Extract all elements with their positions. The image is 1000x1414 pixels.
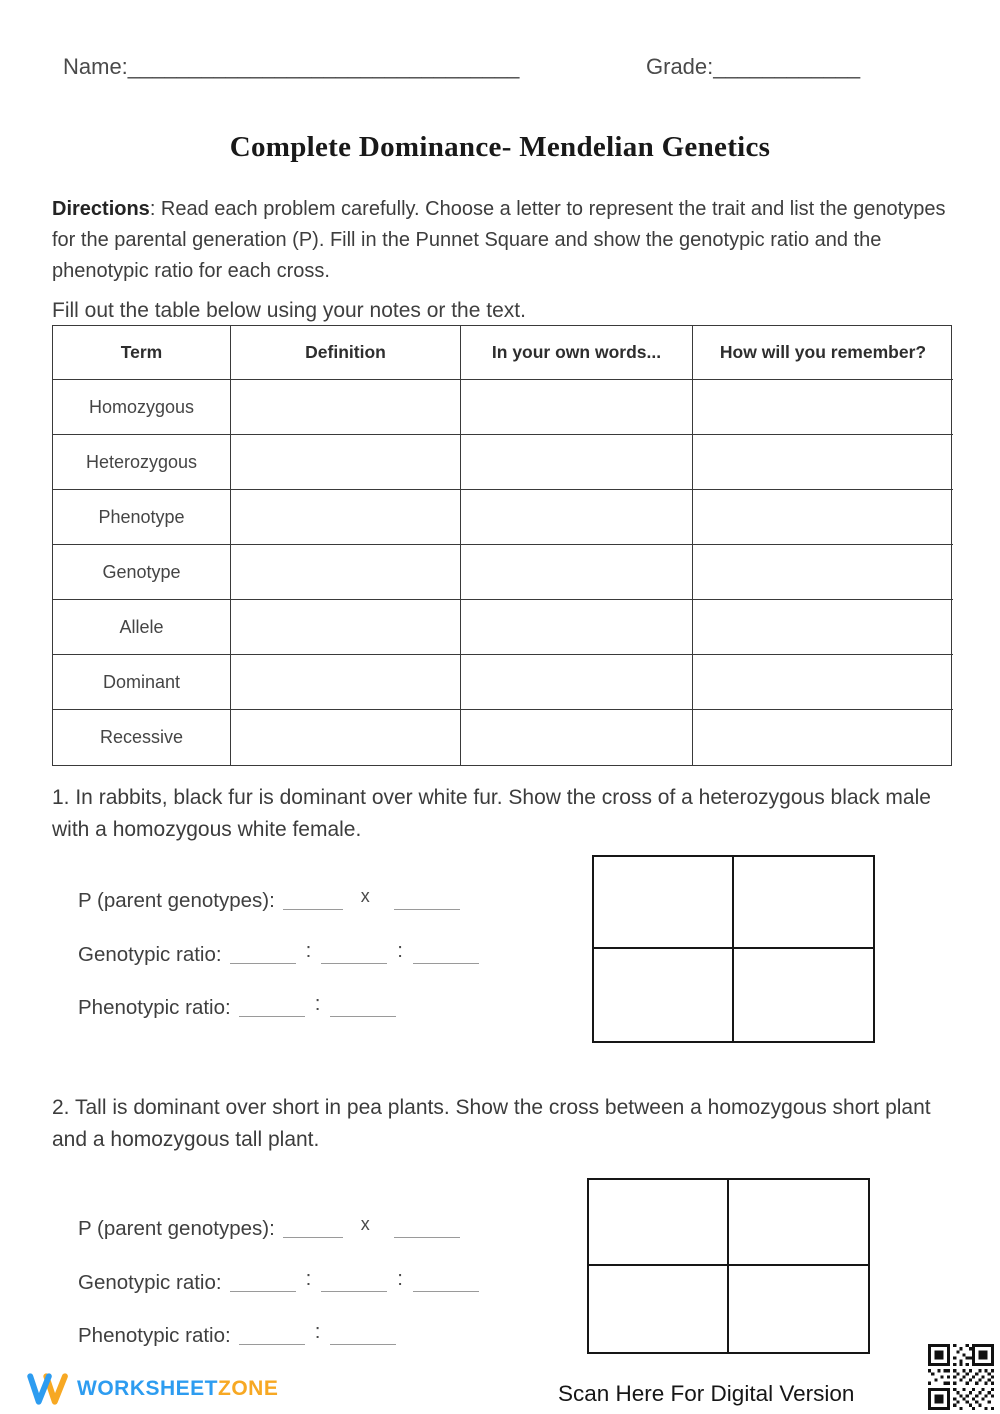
name-grade-row bbox=[63, 54, 937, 80]
parent-genotypes-label: P (parent genotypes): bbox=[78, 889, 275, 912]
table-empty-cell bbox=[693, 435, 953, 490]
problem-1-text: 1. In rabbits, black fur is dominant over white fur. Show the cross of a heterozygous black male with a homozygous white female. bbox=[52, 786, 931, 841]
punnett-cell bbox=[589, 1266, 729, 1352]
term-dominant: Dominant bbox=[53, 655, 231, 710]
brand-text bbox=[77, 1377, 278, 1401]
page-title: Complete Dominance- Mendelian Genetics bbox=[229, 131, 771, 163]
table-empty-cell bbox=[231, 655, 461, 710]
table-empty-cell bbox=[231, 600, 461, 655]
scan-here-text: Scan Here For Digital Version bbox=[558, 1381, 855, 1406]
genotypic-blank-3 bbox=[413, 1274, 479, 1292]
table-empty-cell bbox=[461, 710, 693, 765]
parent-blank-2 bbox=[394, 1220, 460, 1238]
punnett-cell bbox=[734, 949, 874, 1041]
problem-1-phenotypic-ratio-line bbox=[78, 992, 404, 1020]
directions-paragraph bbox=[52, 194, 957, 287]
problem-2-text: 2. Tall is dominant over short in pea plants. Show the cross between a homozygous short plant and a homozygous tall plant. bbox=[52, 1096, 931, 1151]
punnett-square-2 bbox=[587, 1178, 870, 1354]
phenotypic-blank-1 bbox=[239, 1327, 305, 1345]
problem-1-genotypic-ratio-line bbox=[78, 939, 487, 967]
punnett-cell bbox=[729, 1266, 869, 1352]
worksheet-zone-logo-icon bbox=[26, 1372, 70, 1406]
directions-text: : Read each problem carefully. Choose a letter to represent the trait and list the genotypes for the parental generation (P). Fill in the Punnet Square and show the genotypic ratio and the phenotypic ratio for each cross. bbox=[52, 198, 946, 282]
punnett-cell bbox=[594, 949, 734, 1041]
table-empty-cell bbox=[461, 545, 693, 600]
term-recessive: Recessive bbox=[53, 710, 231, 765]
ratio-colon: : bbox=[314, 1320, 321, 1343]
genotypic-ratio-label: Genotypic ratio: bbox=[78, 943, 222, 966]
table-empty-cell bbox=[231, 490, 461, 545]
problem-1-parent-genotypes-line bbox=[78, 886, 468, 913]
directions-label: Directions bbox=[52, 198, 150, 220]
grade-label: Grade: bbox=[646, 54, 714, 79]
term-homozygous: Homozygous bbox=[53, 380, 231, 435]
brand-zone: ZONE bbox=[218, 1377, 279, 1400]
table-empty-cell bbox=[231, 435, 461, 490]
grade-blank-line: ____________ bbox=[713, 54, 861, 79]
name-blank-line: ________________________________ bbox=[127, 54, 520, 79]
punnett-square-1 bbox=[592, 855, 875, 1043]
col-header-remember: How will you remember? bbox=[693, 326, 953, 380]
genotypic-blank-1 bbox=[230, 946, 296, 964]
table-empty-cell bbox=[693, 655, 953, 710]
table-empty-cell bbox=[693, 710, 953, 765]
table-empty-cell bbox=[693, 545, 953, 600]
vocabulary-table bbox=[52, 325, 952, 766]
table-intro-text: Fill out the table below using your notes or the text. bbox=[52, 299, 526, 322]
punnett-cell bbox=[734, 857, 874, 949]
ratio-colon: : bbox=[397, 939, 403, 962]
phenotypic-blank-1 bbox=[239, 999, 305, 1017]
phenotypic-ratio-label: Phenotypic ratio: bbox=[78, 996, 231, 1019]
parent-blank-2 bbox=[394, 892, 460, 910]
table-empty-cell bbox=[461, 600, 693, 655]
problem-2-phenotypic-ratio-line bbox=[78, 1320, 404, 1348]
genotypic-blank-3 bbox=[413, 946, 479, 964]
worksheet-zone-logo bbox=[26, 1372, 278, 1406]
table-empty-cell bbox=[461, 435, 693, 490]
genotypic-blank-2 bbox=[321, 1274, 387, 1292]
problem-2-parent-genotypes-line bbox=[78, 1214, 468, 1241]
term-phenotype: Phenotype bbox=[53, 490, 231, 545]
genotypic-ratio-label: Genotypic ratio: bbox=[78, 1271, 222, 1294]
table-empty-cell bbox=[231, 545, 461, 600]
parent-genotypes-label: P (parent genotypes): bbox=[78, 1217, 275, 1240]
phenotypic-blank-2 bbox=[330, 999, 396, 1017]
col-header-own-words: In your own words... bbox=[461, 326, 693, 380]
table-empty-cell bbox=[231, 380, 461, 435]
term-allele: Allele bbox=[53, 600, 231, 655]
cross-symbol: x bbox=[360, 1214, 370, 1234]
phenotypic-ratio-label: Phenotypic ratio: bbox=[78, 1324, 231, 1347]
qr-code-icon bbox=[928, 1344, 994, 1410]
parent-blank-1 bbox=[283, 892, 343, 910]
parent-blank-1 bbox=[283, 1220, 343, 1238]
cross-symbol: x bbox=[360, 886, 370, 906]
col-header-term: Term bbox=[53, 326, 231, 380]
phenotypic-blank-2 bbox=[330, 1327, 396, 1345]
ratio-colon: : bbox=[305, 939, 312, 962]
table-empty-cell bbox=[693, 490, 953, 545]
table-empty-cell bbox=[461, 655, 693, 710]
table-empty-cell bbox=[693, 380, 953, 435]
name-label: Name: bbox=[63, 54, 128, 79]
punnett-cell bbox=[589, 1180, 729, 1266]
table-empty-cell bbox=[693, 600, 953, 655]
ratio-colon: : bbox=[314, 992, 321, 1015]
table-empty-cell bbox=[461, 490, 693, 545]
punnett-cell bbox=[594, 857, 734, 949]
punnett-cell bbox=[729, 1180, 869, 1266]
col-header-definition: Definition bbox=[231, 326, 461, 380]
table-empty-cell bbox=[231, 710, 461, 765]
term-genotype: Genotype bbox=[53, 545, 231, 600]
problem-2-genotypic-ratio-line bbox=[78, 1267, 487, 1295]
genotypic-blank-2 bbox=[321, 946, 387, 964]
genotypic-blank-1 bbox=[230, 1274, 296, 1292]
brand-worksheet: WORKSHEET bbox=[77, 1377, 218, 1400]
table-empty-cell bbox=[461, 380, 693, 435]
ratio-colon: : bbox=[305, 1267, 312, 1290]
term-heterozygous: Heterozygous bbox=[53, 435, 231, 490]
ratio-colon: : bbox=[397, 1267, 403, 1290]
